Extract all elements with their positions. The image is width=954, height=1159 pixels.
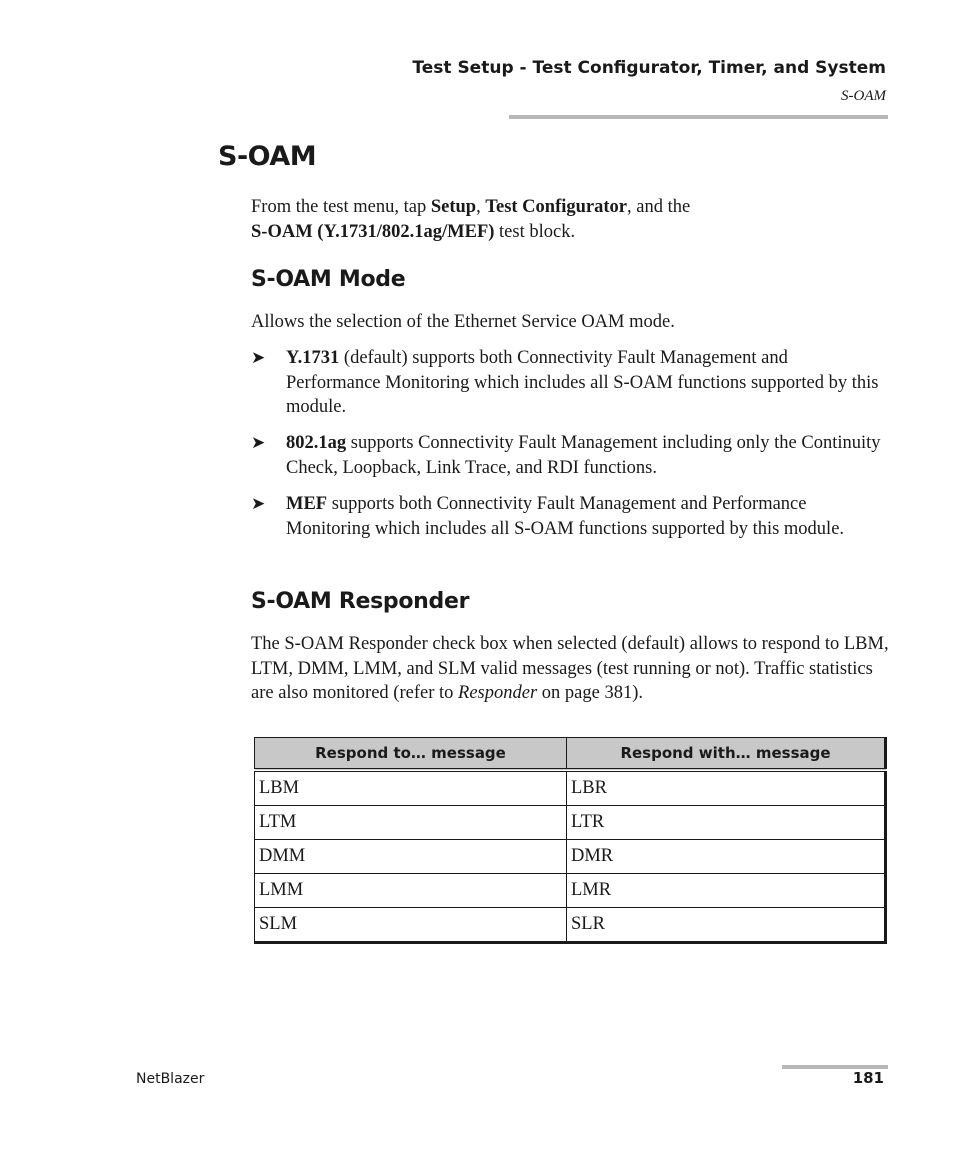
list-item (251, 431, 891, 480)
responder-message-table (254, 737, 887, 944)
table-cell: LTR (567, 806, 886, 840)
responder-heading: S-OAM Responder (251, 589, 470, 614)
list-item (251, 492, 891, 541)
bullet-text: (default) supports both Connectivity Fault Management and Performance Monitoring which includes all S-OAM functions supported by this module. (286, 348, 879, 417)
column-header-respond-with: Respond with… message (567, 738, 886, 771)
table-row (255, 840, 886, 874)
table-cell: DMR (567, 840, 886, 874)
table-cell: LTM (255, 806, 567, 840)
table-cell: SLR (567, 908, 886, 943)
intro-test-block: S-OAM (Y.1731/802.1ag/MEF) (251, 221, 495, 242)
table-cell: DMM (255, 840, 567, 874)
intro-text-2: , (476, 197, 486, 217)
intro-setup: Setup (430, 197, 477, 217)
table-cell: SLM (255, 908, 567, 943)
table-cell: LMR (567, 874, 886, 908)
footer-product: NetBlazer (136, 1071, 205, 1087)
intro-text-1: From the test menu, tap (251, 197, 431, 217)
responder-paragraph (251, 632, 891, 706)
arrow-bullet-icon: ➤ (251, 494, 266, 514)
table-row (255, 806, 886, 840)
table-row (255, 770, 886, 806)
running-header-title: Test Setup - Test Configurator, Timer, and System (412, 58, 886, 78)
intro-paragraph (251, 195, 891, 244)
bullet-term: Y.1731 (286, 348, 340, 368)
page-title: S-OAM (218, 141, 317, 172)
table-cell: LBM (255, 770, 567, 806)
arrow-bullet-icon: ➤ (251, 348, 266, 368)
column-header-respond-to: Respond to… message (255, 738, 567, 771)
arrow-bullet-icon: ➤ (251, 433, 266, 453)
table-cell: LBR (567, 770, 886, 806)
table-row (255, 874, 886, 908)
responder-link[interactable]: Responder (458, 683, 538, 703)
list-item (251, 346, 891, 420)
running-header-section: S-OAM (841, 88, 886, 104)
responder-text: The S-OAM Responder check box when selected (default) allows to respond to LBM, LTM, DMM, LMM, and SLM valid messages (test running or not). Traffic statistics are also monitored (refer to (251, 634, 889, 703)
intro-text-4: test block. (494, 221, 576, 242)
page-number: 181 (852, 1069, 884, 1087)
bullet-text: supports both Connectivity Fault Management and Performance Monitoring which includes all S-OAM functions supported by this module. (286, 494, 845, 539)
mode-description: Allows the selection of the Ethernet Service OAM mode. (251, 312, 675, 332)
intro-text-3: , and the (627, 197, 691, 217)
responder-text-after: on page 381). (537, 683, 643, 703)
bullet-term: 802.1ag (286, 433, 347, 453)
header-rule (509, 115, 888, 119)
table-cell: LMM (255, 874, 567, 908)
bullet-term: MEF (286, 494, 328, 514)
bullet-text: supports Connectivity Fault Management including only the Continuity Check, Loopback, Link Trace, and RDI functions. (286, 433, 881, 478)
table-header-row (255, 738, 886, 771)
intro-test-configurator: Test Configurator (485, 197, 628, 217)
table-row (255, 908, 886, 943)
mode-heading: S-OAM Mode (251, 267, 406, 292)
